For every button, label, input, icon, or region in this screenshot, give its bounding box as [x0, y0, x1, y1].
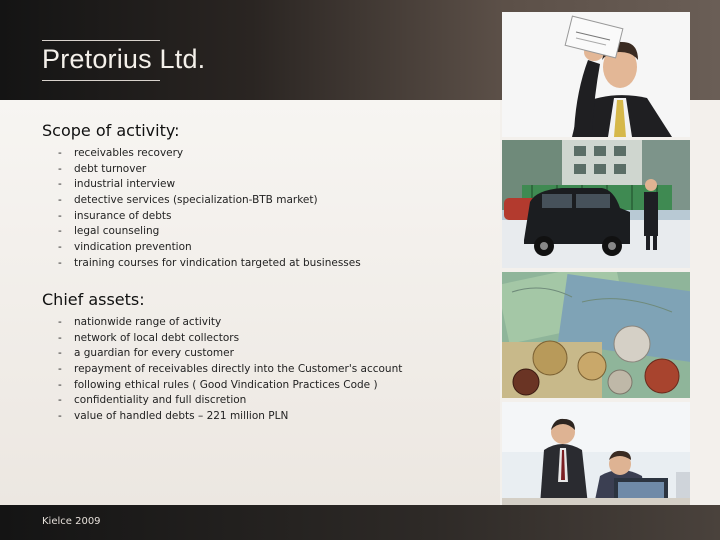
list-item: - industrial interview — [58, 178, 176, 191]
title-rule-top — [42, 40, 160, 41]
list-item: - vindication prevention — [58, 241, 192, 254]
list-item: - a guardian for every customer — [58, 347, 234, 360]
list-item: - legal counseling — [58, 225, 160, 238]
title-rule-bottom — [42, 80, 160, 81]
list-item: - following ethical rules ( Good Vindication Practices Code ) — [58, 378, 378, 391]
assets-heading: Chief assets: — [42, 290, 145, 309]
scope-heading: Scope of activity: — [42, 121, 180, 140]
list-item: - detective services (specialization-BTB market) — [58, 194, 318, 207]
photo-office-computer — [502, 402, 690, 505]
list-item: - repayment of receivables directly into the Customer's account — [58, 363, 403, 376]
slide-title: Pretorius Ltd. — [42, 44, 206, 74]
list-item: - nationwide range of activity — [58, 316, 222, 328]
list-item: - insurance of debts — [58, 209, 172, 222]
photo-money-coins — [502, 272, 690, 398]
list-item: - training courses for vindication targeted at businesses — [58, 256, 361, 269]
photo-car-building — [502, 140, 690, 268]
scope-list — [58, 146, 361, 272]
list-item: - value of handled debts – 221 million PLN — [58, 410, 289, 423]
slide-footer — [0, 505, 720, 540]
list-item: - receivables recovery — [58, 147, 184, 159]
footer-text: Kielce 2009 — [42, 516, 101, 527]
list-item: - debt turnover — [58, 162, 147, 175]
photo-businessman — [502, 12, 690, 137]
list-item: - network of local debt collectors — [58, 331, 240, 344]
list-item: - confidentiality and full discretion — [58, 394, 247, 407]
assets-list — [58, 315, 402, 425]
